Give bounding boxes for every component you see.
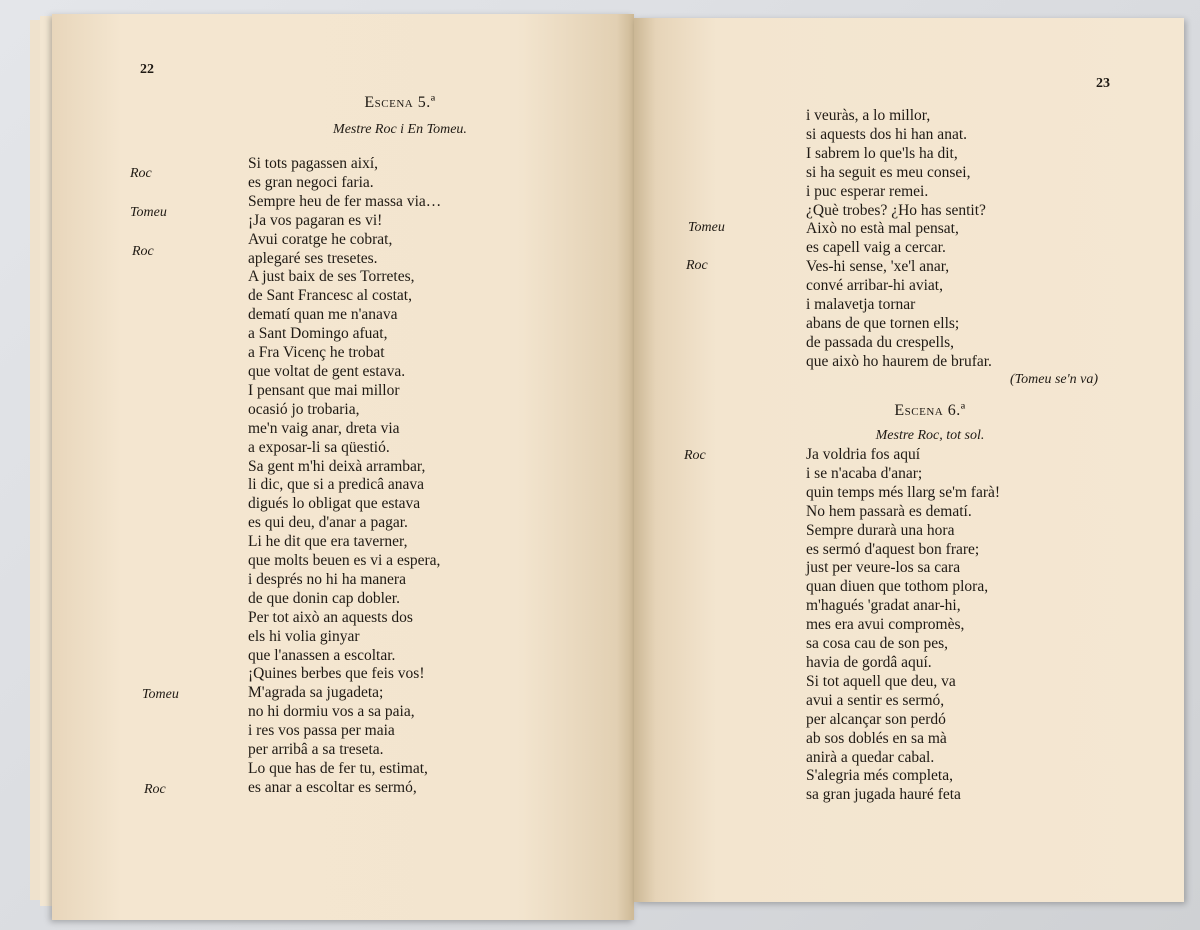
verse-line: aplegaré ses tresetes. xyxy=(248,249,378,267)
verse-line: a exposar-li sa qüestió. xyxy=(248,438,390,456)
verse-line: Per tot això an aquests dos xyxy=(248,608,413,626)
verse-block xyxy=(248,155,441,798)
verse-line: Ja voldria fos aquí xyxy=(806,446,921,463)
verse-block xyxy=(806,446,1000,805)
verse-line: S'alegria més completa, xyxy=(806,767,953,785)
verse-line: per arribâ a sa treseta. xyxy=(248,741,384,759)
verse-line: m'hagués 'gradat anar-hi, xyxy=(806,597,961,615)
verse-line: els hi volia ginyar xyxy=(248,627,360,645)
verse-line: No hem passarà es dematí. xyxy=(806,502,972,520)
scene-title: Escena 5.ª xyxy=(364,94,436,111)
verse-line: quan diuen que tothom plora, xyxy=(806,578,989,596)
verse-line: ¿Què trobes? ¿Ho has sentit? xyxy=(806,201,986,219)
verse-line: es capell vaig a cercar. xyxy=(806,239,946,257)
verse-line: digués lo obligat que estava xyxy=(248,495,421,513)
page-number: 22 xyxy=(140,62,154,77)
verse-line: si aquests dos hi han anat. xyxy=(806,125,968,143)
verse-line: sa gran jugada hauré feta xyxy=(806,786,961,804)
right-page xyxy=(634,18,1184,902)
verse-line: es qui deu, d'anar a pagar. xyxy=(248,514,408,532)
verse-line: Això no està mal pensat, xyxy=(806,220,959,238)
speaker-label: Roc xyxy=(684,448,706,463)
verse-line: i puc esperar remei. xyxy=(806,182,929,200)
verse-line: que això ho haurem de brufar. xyxy=(806,352,992,370)
verse-line: mes era avui compromès, xyxy=(806,616,965,634)
page-number: 23 xyxy=(1096,76,1110,91)
verse-line: Sa gent m'hi deixà arrambar, xyxy=(248,457,426,475)
verse-line: es sermó d'aquest bon frare; xyxy=(806,540,980,558)
verse-line: just per veure-los sa cara xyxy=(806,559,961,577)
verse-line: Si tots pagassen així, xyxy=(248,155,379,172)
speaker-label: Tomeu xyxy=(142,687,179,702)
verse-line: I pensant que mai millor xyxy=(248,381,400,399)
verse-line: M'agrada sa jugadeta; xyxy=(248,684,384,702)
verse-line: i se n'acaba d'anar; xyxy=(806,464,923,482)
scene-subtitle: Mestre Roc i En Tomeu. xyxy=(333,122,467,137)
verse-line: ¡Quines berbes que feis vos! xyxy=(248,665,425,683)
verse-line: no hi dormiu vos a sa paia, xyxy=(248,703,415,721)
verse-line: havia de gordâ aquí. xyxy=(806,653,932,671)
verse-line: me'n vaig anar, dreta via xyxy=(248,419,400,437)
verse-line: Sempre heu de fer massa via… xyxy=(248,192,442,210)
verse-line: si ha seguit es meu consei, xyxy=(806,163,971,181)
speaker-label: Roc xyxy=(686,258,708,273)
verse-line: que l'anassen a escoltar. xyxy=(248,646,396,664)
scene-title: Escena 6.ª xyxy=(894,402,966,419)
verse-line: ¡Ja vos pagaran es vi! xyxy=(248,211,383,229)
verse-line: de que donin cap dobler. xyxy=(248,589,400,607)
verse-line: Si tot aquell que deu, va xyxy=(806,672,956,690)
verse-line: avui a sentir es sermó, xyxy=(806,691,945,709)
verse-line: abans de que tornen ells; xyxy=(806,314,960,332)
verse-line: anirà a quedar cabal. xyxy=(806,748,935,766)
verse-line: ab sos doblés en sa mà xyxy=(806,729,947,747)
verse-line: es anar a escoltar es sermó, xyxy=(248,778,417,796)
verse-line: Sempre durarà una hora xyxy=(806,521,955,539)
verse-line: de Sant Francesc al costat, xyxy=(248,287,412,305)
speaker-label: Roc xyxy=(144,782,166,797)
verse-line: sa cosa cau de son pes, xyxy=(806,635,949,653)
verse-line: A just baix de ses Torretes, xyxy=(248,268,415,286)
verse-line: que molts beuen es vi a espera, xyxy=(248,552,441,570)
verse-line: li dic, que si a predicâ anava xyxy=(248,476,425,494)
verse-line: per alcançar son perdó xyxy=(806,710,946,728)
verse-line: Ves-hi sense, 'xe'l anar, xyxy=(806,258,950,276)
speaker-label: Tomeu xyxy=(130,205,167,220)
verse-line: a Fra Vicenç he trobat xyxy=(248,344,385,362)
verse-line: quin temps més llarg se'm farà! xyxy=(806,483,1001,501)
verse-line: Li he dit que era taverner, xyxy=(248,533,408,551)
verse-line: convé arribar-hi aviat, xyxy=(806,277,943,295)
verse-line: ocasió jo trobaria, xyxy=(248,400,360,418)
verse-line: Avui coratge he cobrat, xyxy=(248,230,393,248)
verse-line: i res vos passa per maia xyxy=(248,722,395,740)
verse-line: de passada du crespells, xyxy=(806,333,955,351)
verse-line: I sabrem lo que'ls ha dit, xyxy=(806,144,958,162)
left-page xyxy=(52,14,634,920)
speaker-label: Roc xyxy=(130,166,152,181)
verse-line: i veuràs, a lo millor, xyxy=(806,107,931,124)
speaker-label: Tomeu xyxy=(688,220,725,235)
verse-block xyxy=(806,107,992,372)
verse-line: i després no hi ha manera xyxy=(248,570,406,588)
verse-line: Lo que has de fer tu, estimat, xyxy=(248,760,428,777)
stage-direction: (Tomeu se'n va) xyxy=(1010,372,1099,387)
verse-line: dematí quan me n'anava xyxy=(248,306,398,324)
speaker-label: Roc xyxy=(132,244,154,259)
scene-subtitle: Mestre Roc, tot sol. xyxy=(875,428,985,443)
verse-line: a Sant Domingo afuat, xyxy=(248,325,388,343)
verse-line: i malavetja tornar xyxy=(806,296,916,314)
verse-line: que voltat de gent estava. xyxy=(248,362,406,380)
verse-line: es gran negoci faria. xyxy=(248,173,374,191)
